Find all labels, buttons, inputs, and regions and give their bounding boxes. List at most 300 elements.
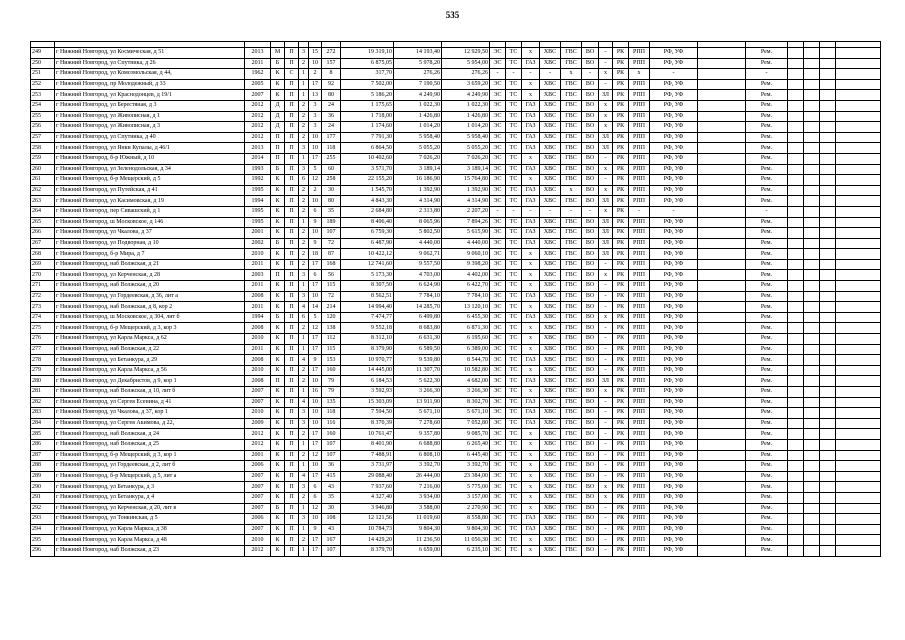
table-cell: ЭС <box>490 132 506 143</box>
table-cell: 2010 <box>245 334 271 345</box>
table-cell <box>804 217 820 228</box>
table-cell: Рем. <box>746 429 788 440</box>
table-cell: РФ, УФ <box>650 153 698 164</box>
table-cell: ВО <box>582 48 599 59</box>
table-cell: 4 843,30 <box>341 196 394 207</box>
table-cell: П <box>285 175 299 186</box>
table-cell: ЭС <box>490 471 506 482</box>
table-cell: ХВС <box>540 270 561 281</box>
address-cell: г Нижний Новгород, пер Сивашский, д 1 <box>55 206 245 217</box>
table-cell: - <box>746 206 788 217</box>
table-cell: х <box>599 312 613 323</box>
table-cell <box>788 185 804 196</box>
table-cell <box>788 48 804 59</box>
table-cell: - <box>599 334 613 345</box>
table-cell: РК <box>613 503 629 514</box>
table-cell: К <box>271 408 285 419</box>
address-cell: г Нижний Новгород, ул Зеленодольская, д 34 <box>55 164 245 175</box>
table-cell: х <box>522 302 540 313</box>
table-cell: К <box>271 228 285 239</box>
table-cell <box>788 323 804 334</box>
table-cell <box>788 439 804 450</box>
table-cell <box>698 270 746 281</box>
table-cell: Рем. <box>746 175 788 186</box>
table-cell: Б <box>271 312 285 323</box>
table-cell: ГАЗ <box>522 228 540 239</box>
table-cell: 2 207,20 <box>442 206 490 217</box>
table-cell: 17 <box>309 439 322 450</box>
table-cell: х <box>629 69 650 80</box>
table-cell <box>788 217 804 228</box>
table-cell: 2007 <box>245 482 271 493</box>
table-cell: х <box>522 503 540 514</box>
table-cell <box>836 249 881 260</box>
table-cell: 1 545,70 <box>341 185 394 196</box>
table-cell: ТС <box>506 492 522 503</box>
table-row <box>31 397 881 408</box>
table-cell <box>698 418 746 429</box>
table-cell: РПП <box>629 228 650 239</box>
table-cell: 60 <box>322 164 341 175</box>
table-cell <box>820 376 836 387</box>
table-cell <box>788 334 804 345</box>
table-cell: 10 <box>309 461 322 472</box>
table-cell: П <box>285 217 299 228</box>
table-cell: 72 <box>322 238 341 249</box>
row-number-cell: 282 <box>31 397 55 408</box>
table-cell: ГАЗ <box>522 217 540 228</box>
table-cell: 9 557,50 <box>394 259 442 270</box>
table-cell: ЭС <box>490 344 506 355</box>
table-cell: 2 <box>299 185 309 196</box>
table-cell: ВО <box>582 535 599 546</box>
table-cell <box>820 164 836 175</box>
table-cell: РПП <box>629 100 650 111</box>
table-cell: 2011 <box>245 344 271 355</box>
table-cell: Рем. <box>746 503 788 514</box>
table-cell: ЭС <box>490 418 506 429</box>
address-cell: г Нижний Новгород, наб Волжская, д 24 <box>55 429 245 440</box>
table-cell: К <box>271 471 285 482</box>
table-cell <box>820 418 836 429</box>
table-cell: 2012 <box>245 132 271 143</box>
table-cell: ЭС <box>490 302 506 313</box>
table-cell <box>788 545 804 556</box>
table-cell: 4 314,90 <box>442 196 490 207</box>
table-cell: РФ, УФ <box>650 365 698 376</box>
table-cell: 36 <box>322 461 341 472</box>
table-row <box>31 185 881 196</box>
table-cell: ГАЗ <box>522 196 540 207</box>
table-cell: ЗЛ <box>599 196 613 207</box>
table-cell: ТС <box>506 122 522 133</box>
table-row <box>31 355 881 366</box>
table-cell: 2005 <box>245 79 271 90</box>
table-cell: 4 402,00 <box>442 270 490 281</box>
table-cell: РПП <box>629 249 650 260</box>
table-cell: ХВС <box>540 302 561 313</box>
table-cell: х <box>522 471 540 482</box>
table-cell: 10 <box>309 132 322 143</box>
table-cell: х <box>522 281 540 292</box>
table-cell: РФ, УФ <box>650 514 698 525</box>
table-cell: ВО <box>582 418 599 429</box>
table-cell: П <box>271 270 285 281</box>
table-row <box>31 206 881 217</box>
table-cell <box>836 344 881 355</box>
table-cell: 1 175,65 <box>341 100 394 111</box>
table-cell: ТС <box>506 482 522 493</box>
table-cell: РФ, УФ <box>650 238 698 249</box>
table-cell: ХВС <box>540 312 561 323</box>
table-cell: 92 <box>322 79 341 90</box>
table-cell: ЭС <box>490 111 506 122</box>
row-number-cell: 266 <box>31 228 55 239</box>
table-cell: 9 398,20 <box>442 259 490 270</box>
table-cell <box>820 334 836 345</box>
table-cell: ВО <box>582 514 599 525</box>
table-cell: 6 624,90 <box>394 281 442 292</box>
table-cell: ГВС <box>561 429 582 440</box>
table-cell <box>788 429 804 440</box>
table-cell: 1 <box>299 217 309 228</box>
table-cell: ГАЗ <box>522 58 540 69</box>
table-cell: РФ, УФ <box>650 535 698 546</box>
table-cell: РПП <box>629 175 650 186</box>
table-cell: 5 <box>309 312 322 323</box>
table-cell: 17 <box>309 365 322 376</box>
table-cell <box>788 450 804 461</box>
table-cell: ТС <box>506 48 522 59</box>
table-cell: 276,26 <box>442 69 490 80</box>
table-cell <box>698 238 746 249</box>
table-cell: ВО <box>582 365 599 376</box>
table-cell: РПП <box>629 48 650 59</box>
table-cell: РПП <box>629 323 650 334</box>
table-cell <box>804 111 820 122</box>
table-cell: 6 265,40 <box>442 439 490 450</box>
table-cell: П <box>285 334 299 345</box>
table-cell: - <box>522 206 540 217</box>
table-cell <box>836 514 881 525</box>
table-cell <box>698 291 746 302</box>
table-cell: РК <box>613 418 629 429</box>
table-cell: - <box>599 355 613 366</box>
table-cell: РК <box>613 312 629 323</box>
table-cell: П <box>285 270 299 281</box>
table-cell <box>804 387 820 398</box>
table-cell <box>836 48 881 59</box>
table-cell: 2010 <box>245 408 271 419</box>
table-cell <box>788 492 804 503</box>
table-cell: х <box>522 79 540 90</box>
table-cell: х <box>599 387 613 398</box>
table-cell: ТС <box>506 249 522 260</box>
table-cell: Рем. <box>746 514 788 525</box>
table-cell: 7 278,60 <box>394 418 442 429</box>
table-cell: 2001 <box>245 228 271 239</box>
table-cell: РФ, УФ <box>650 48 698 59</box>
table-cell: РФ, УФ <box>650 344 698 355</box>
table-cell <box>836 312 881 323</box>
table-cell: 1 <box>299 334 309 345</box>
table-cell: 10 <box>309 376 322 387</box>
table-cell: ВО <box>582 291 599 302</box>
row-number-cell: 287 <box>31 450 55 461</box>
table-cell: 2006 <box>245 461 271 472</box>
table-cell: 17 <box>309 535 322 546</box>
table-cell <box>804 461 820 472</box>
table-cell: ХВС <box>540 365 561 376</box>
table-cell <box>836 418 881 429</box>
table-cell: М <box>271 48 285 59</box>
table-cell: ВО <box>582 545 599 556</box>
table-cell: ХВС <box>540 90 561 101</box>
table-cell: ЭС <box>490 376 506 387</box>
table-cell: К <box>271 185 285 196</box>
table-cell: ЭС <box>490 291 506 302</box>
table-cell: П <box>285 143 299 154</box>
table-cell <box>820 429 836 440</box>
table-cell: РК <box>613 524 629 535</box>
table-cell: ВО <box>582 408 599 419</box>
table-cell <box>788 164 804 175</box>
table-cell: ВО <box>582 196 599 207</box>
table-cell <box>788 524 804 535</box>
table-cell: П <box>285 514 299 525</box>
table-cell <box>836 196 881 207</box>
table-cell: 1 014,20 <box>442 122 490 133</box>
table-cell <box>698 259 746 270</box>
table-row <box>31 312 881 323</box>
table-cell: - <box>650 69 698 80</box>
table-cell <box>836 90 881 101</box>
table-cell <box>804 365 820 376</box>
table-cell: РК <box>613 90 629 101</box>
table-cell: РПП <box>629 122 650 133</box>
table-cell: 3 <box>299 291 309 302</box>
table-cell <box>836 217 881 228</box>
table-cell: П <box>271 143 285 154</box>
table-cell: П <box>285 206 299 217</box>
table-cell <box>836 69 881 80</box>
address-cell: г Нижний Новгород, ул Касимовская, д 19 <box>55 196 245 207</box>
table-cell: ВО <box>582 122 599 133</box>
table-row <box>31 545 881 556</box>
table-cell: ТС <box>506 90 522 101</box>
table-cell <box>804 58 820 69</box>
table-cell: 7 791,30 <box>341 132 394 143</box>
table-cell: 79 <box>322 376 341 387</box>
table-cell: 8 302,70 <box>442 397 490 408</box>
address-cell: г Нижний Новгород, ул Живописная, д 3 <box>55 122 245 133</box>
table-cell: ТС <box>506 228 522 239</box>
table-cell: ТС <box>506 270 522 281</box>
table-cell: ХВС <box>540 461 561 472</box>
table-cell: ВО <box>582 439 599 450</box>
table-cell: 17 <box>309 79 322 90</box>
table-cell: РК <box>613 365 629 376</box>
table-cell: 5 <box>309 164 322 175</box>
row-number-cell: 250 <box>31 58 55 69</box>
table-cell: 118 <box>322 143 341 154</box>
table-cell <box>788 535 804 546</box>
table-cell: Рем. <box>746 132 788 143</box>
table-cell <box>698 461 746 472</box>
table-cell: ТС <box>506 291 522 302</box>
table-cell: РК <box>613 482 629 493</box>
table-cell: 7 026,20 <box>442 153 490 164</box>
table-cell: Рем. <box>746 312 788 323</box>
table-cell <box>836 334 881 345</box>
table-cell: х <box>561 185 582 196</box>
table-cell <box>836 524 881 535</box>
row-number-cell: 260 <box>31 164 55 175</box>
address-cell: г Нижний Новгород, б-р Мещерский, д 5 <box>55 175 245 186</box>
table-cell: ТС <box>506 450 522 461</box>
table-cell <box>698 79 746 90</box>
table-cell: ЭС <box>490 153 506 164</box>
address-cell: г Нижний Новгород, ул Спутника, д 26 <box>55 58 245 69</box>
row-number-cell: 294 <box>31 524 55 535</box>
table-cell: РФ, УФ <box>650 249 698 260</box>
table-cell: 9 060,10 <box>442 249 490 260</box>
table-cell: Рем. <box>746 143 788 154</box>
table-cell: РФ, УФ <box>650 545 698 556</box>
table-cell: К <box>271 281 285 292</box>
table-cell: РФ, УФ <box>650 387 698 398</box>
table-cell: 5 186,20 <box>341 90 394 101</box>
table-cell: РПП <box>629 111 650 122</box>
table-cell <box>836 164 881 175</box>
table-cell: ЭС <box>490 48 506 59</box>
table-cell: 11 307,70 <box>394 365 442 376</box>
table-cell: 2012 <box>245 439 271 450</box>
table-cell <box>804 323 820 334</box>
table-cell: 24 <box>322 122 341 133</box>
table-cell: - <box>506 206 522 217</box>
table-cell: РФ, УФ <box>650 482 698 493</box>
table-cell: ТС <box>506 408 522 419</box>
table-cell: ГВС <box>561 387 582 398</box>
table-cell: 5 055,20 <box>394 143 442 154</box>
table-cell: х <box>599 69 613 80</box>
table-cell: 43 <box>322 482 341 493</box>
address-cell: г Нижний Новгород, ул Живописная, д 1 <box>55 111 245 122</box>
table-cell: - <box>582 206 599 217</box>
table-cell <box>698 175 746 186</box>
table-cell: 1995 <box>245 206 271 217</box>
address-cell: г Нижний Новгород, наб Волжская, д 25 <box>55 439 245 450</box>
table-cell <box>698 132 746 143</box>
table-cell: 2010 <box>245 535 271 546</box>
table-cell <box>698 429 746 440</box>
table-cell <box>804 397 820 408</box>
table-cell: 9 552,18 <box>341 323 394 334</box>
table-cell: РК <box>613 58 629 69</box>
table-row <box>31 132 881 143</box>
table-cell: - <box>506 69 522 80</box>
table-cell: ЭС <box>490 217 506 228</box>
table-cell: ГВС <box>561 365 582 376</box>
table-cell: РК <box>613 196 629 207</box>
table-cell: ХВС <box>540 450 561 461</box>
table-cell: 6 631,30 <box>394 334 442 345</box>
table-cell: ВО <box>582 492 599 503</box>
table-cell: 1993 <box>245 164 271 175</box>
table-cell: ТС <box>506 312 522 323</box>
row-number-cell: 296 <box>31 545 55 556</box>
table-cell: 2013 <box>245 143 271 154</box>
table-cell: П <box>285 418 299 429</box>
table-cell <box>698 48 746 59</box>
table-cell: 5 173,30 <box>341 270 394 281</box>
table-cell <box>698 206 746 217</box>
address-cell: г Нижний Новгород, ул Тонкинская, д 5 <box>55 514 245 525</box>
table-cell <box>836 482 881 493</box>
table-cell: ВО <box>582 344 599 355</box>
table-cell: ТС <box>506 418 522 429</box>
table-cell: 2 <box>299 111 309 122</box>
table-cell: 26 444,00 <box>394 471 442 482</box>
table-cell: 3 <box>299 514 309 525</box>
address-cell: г Нижний Новгород, ш Московское, д 146 <box>55 217 245 228</box>
table-cell <box>788 111 804 122</box>
address-cell: г Нижний Новгород, б-р Мещерский, д 3, кор 3 <box>55 323 245 334</box>
table-cell: х <box>522 429 540 440</box>
table-cell: П <box>285 387 299 398</box>
table-cell: Рем. <box>746 492 788 503</box>
table-cell <box>788 344 804 355</box>
table-cell: ВО <box>582 228 599 239</box>
table-cell: - <box>629 206 650 217</box>
table-cell <box>836 270 881 281</box>
table-cell: К <box>271 461 285 472</box>
table-row <box>31 58 881 69</box>
table-cell: РК <box>613 100 629 111</box>
table-cell: РФ, УФ <box>650 175 698 186</box>
table-cell: ГВС <box>561 471 582 482</box>
table-cell <box>836 143 881 154</box>
table-cell: 255 <box>322 153 341 164</box>
table-cell: ХВС <box>540 132 561 143</box>
table-cell: 4 703,00 <box>394 270 442 281</box>
address-cell: г Нижний Новгород, наб Волжская, д 22 <box>55 344 245 355</box>
table-cell <box>804 439 820 450</box>
table-cell: ВО <box>582 175 599 186</box>
table-cell: РФ, УФ <box>650 355 698 366</box>
table-cell: Рем. <box>746 344 788 355</box>
table-cell: ЭС <box>490 259 506 270</box>
table-cell: П <box>285 79 299 90</box>
table-cell: ГВС <box>561 482 582 493</box>
table-cell: 17 <box>309 545 322 556</box>
table-cell: РФ, УФ <box>650 524 698 535</box>
row-number-cell: 283 <box>31 408 55 419</box>
table-cell: ТС <box>506 429 522 440</box>
table-cell: ЭС <box>490 492 506 503</box>
table-cell <box>804 334 820 345</box>
table-cell: 1994 <box>245 196 271 207</box>
table-cell: 5 615,90 <box>442 228 490 239</box>
table-cell: 9 539,80 <box>394 355 442 366</box>
row-number-cell: 252 <box>31 79 55 90</box>
table-cell: РФ, УФ <box>650 439 698 450</box>
table-cell: П <box>285 312 299 323</box>
table-cell <box>698 196 746 207</box>
table-cell: х <box>522 365 540 376</box>
table-cell <box>788 376 804 387</box>
